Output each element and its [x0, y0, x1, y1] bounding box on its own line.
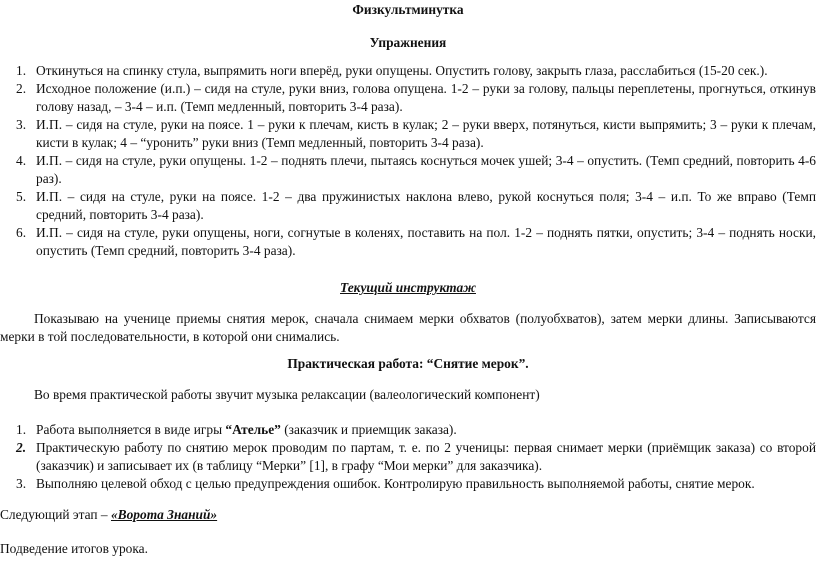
- next-stage-name: «Ворота Знаний»: [110, 507, 218, 522]
- page-title: Физкультминутка: [352, 2, 464, 17]
- list-item: [0, 62, 816, 80]
- practical-work-heading: Практическая работа: “Снятие мерок”.: [287, 356, 529, 371]
- list-number: 3.: [16, 476, 27, 491]
- section-subtitle: Упражнения: [369, 35, 447, 50]
- current-instruction-paragraph: Показываю на ученице приемы снятия мерок, сначала снимаем мерки обхватов (полуобхватов), затем мерки длины. Записываются мерки в той последовательности, в которой они снимались.: [0, 311, 816, 344]
- list-text: Работа выполняется в виде игры: [36, 422, 226, 437]
- next-stage-label: Следующий этап –: [0, 507, 111, 522]
- list-number: 1.: [16, 63, 27, 78]
- next-stage-line: [0, 506, 217, 524]
- list-number: 3.: [16, 117, 27, 132]
- current-instruction-heading: Текущий инструктаж: [340, 280, 476, 295]
- list-text: Откинуться на спинку стула, выпрямить ноги вперёд, руки опущены. Опустить голову, закрыть глаза, расслабиться (15-20 сек.).: [36, 63, 768, 78]
- practical-list: [0, 421, 816, 493]
- list-item: [0, 116, 816, 152]
- list-item: [0, 224, 816, 260]
- list-item: [0, 152, 816, 188]
- list-text: И.П. – сидя на стуле, руки на поясе. 1-2 – два пружинистых наклона влево, рукой коснуться поля; 3-4 – и.п. То же вправо (Темп средний, повторить 3-4 раза).: [36, 189, 816, 222]
- list-number: 1.: [16, 422, 27, 437]
- list-number: 4.: [16, 153, 27, 168]
- exercise-list: [0, 62, 816, 260]
- list-item: [0, 421, 816, 439]
- lesson-summary: Подведение итогов урока.: [0, 541, 148, 556]
- practical-work-paragraph: Во время практической работы звучит музыка релаксации (валеологический компонент): [34, 387, 540, 402]
- list-item: [0, 439, 816, 475]
- list-number: 5.: [16, 189, 27, 204]
- list-item: [0, 188, 816, 224]
- list-text: И.П. – сидя на стуле, руки опущены, ноги, согнутые в коленях, поставить на пол. 1-2 – поднять пятки, опустить; 3-4 – поднять носки, опустить (Темп средний, повторить 3-4 раза).: [36, 225, 816, 258]
- list-number: 6.: [16, 225, 27, 240]
- list-text-tail: (заказчик и приемщик заказа).: [280, 422, 457, 437]
- list-number: 2.: [16, 81, 27, 96]
- list-item: [0, 80, 816, 116]
- list-text: И.П. – сидя на стуле, руки опущены. 1-2 – поднять плечи, пытаясь коснуться мочек ушей; 3-4 – опустить. (Темп средний, повторить 4-6 раз).: [36, 153, 816, 186]
- game-name: “Ателье”: [225, 422, 281, 437]
- list-number: 2.: [16, 440, 27, 455]
- list-text: Выполняю целевой обход с целью предупреждения ошибок. Контролирую правильность выполняемой работы, снятие мерок.: [36, 476, 755, 491]
- list-text: Практическую работу по снятию мерок проводим по партам, т. е. по 2 ученицы: первая снимает мерки (приёмщик заказа) со второй (заказчик) и записывает их (в таблицу “Мерки” [1], в графу “Мои мерки” для заказчика).: [36, 440, 816, 473]
- list-item: [0, 475, 816, 493]
- list-text: И.П. – сидя на стуле, руки на поясе. 1 – руки к плечам, кисть в кулак; 2 – руки вверх, потянуться, кисти выпрямить; 3 – руки к плечам, кисти в кулак; 4 – “уронить” руки вниз (Темп медленный, повторить 3-4 раза).: [36, 117, 816, 150]
- list-text: Исходное положение (и.п.) – сидя на стуле, руки вниз, голова опущена. 1-2 – руки за голову, пальцы переплетены, прогнуться, откинув голову назад, – 3-4 – и.п. (Темп медленный, повторить 3-4 раза).: [36, 81, 816, 114]
